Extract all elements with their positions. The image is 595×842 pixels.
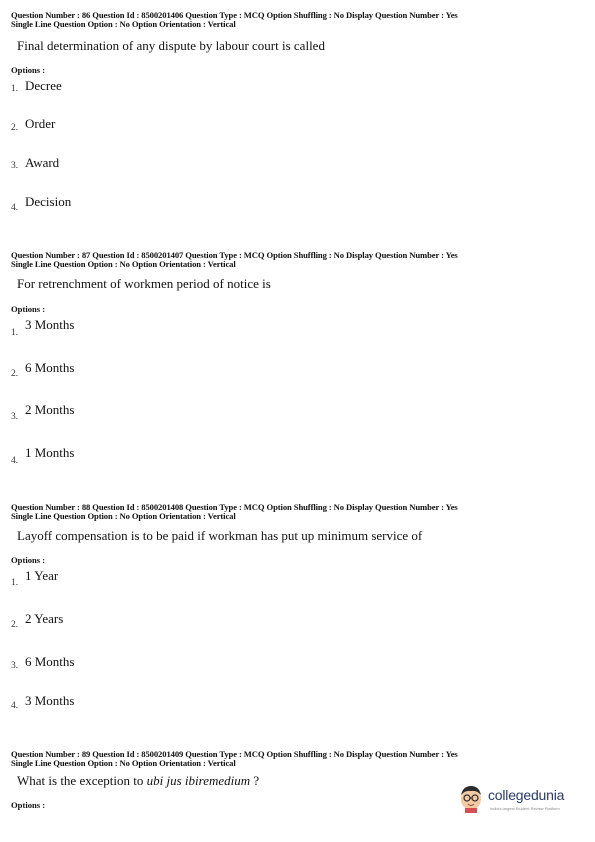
question-text-part: ? (250, 773, 260, 788)
option-text: 3 Months (25, 317, 75, 332)
option-number: 3. (11, 661, 19, 671)
option-number: 3. (11, 161, 19, 171)
option-text: 2 Months (25, 402, 75, 417)
option-text: Award (25, 155, 60, 170)
option-number: 2. (11, 369, 19, 379)
option-number: 1. (11, 578, 19, 588)
option-number: 2. (11, 123, 19, 133)
question-meta-line: Single Line Question Option : No Option Orientation : Vertical (11, 511, 236, 521)
question-meta (11, 503, 586, 521)
question-text-part: What is the exception to (17, 773, 147, 788)
question-text: Final determination of any dispute by labour court is called (17, 38, 325, 53)
option-number: 3. (11, 412, 19, 422)
question-meta-line: Single Line Question Option : No Option Orientation : Vertical (11, 758, 236, 768)
option-number: 1. (11, 328, 19, 338)
question-text: For retrenchment of workmen period of notice is (17, 276, 271, 291)
question-meta-line: Single Line Question Option : No Option Orientation : Vertical (11, 19, 236, 29)
options-label: Options : (11, 65, 46, 75)
collegedunia-watermark (457, 783, 587, 821)
option-text: 1 Year (25, 568, 59, 583)
question-text: Layoff compensation is to be paid if workman has put up minimum service of (17, 528, 423, 543)
question-meta (11, 11, 586, 29)
question-meta-line: Question Number : 88 Question Id : 8500201408 Question Type : MCQ Option Shuffling : No Display Question Number : Yes (11, 502, 458, 512)
question-meta (11, 750, 586, 768)
option-number: 4. (11, 203, 19, 213)
option-text: Decision (25, 194, 72, 209)
option-text: Order (25, 116, 56, 131)
question-meta-line: Question Number : 89 Question Id : 8500201409 Question Type : MCQ Option Shuffling : No Display Question Number : Yes (11, 749, 458, 759)
question-meta-line: Single Line Question Option : No Option Orientation : Vertical (11, 259, 236, 269)
options-label: Options : (11, 555, 46, 565)
student-face-icon (457, 783, 485, 813)
options-label: Options : (11, 304, 46, 314)
option-text: 2 Years (25, 611, 64, 626)
option-text: Decree (25, 78, 62, 93)
option-text: 1 Months (25, 445, 75, 460)
options-label: Options : (11, 800, 46, 810)
question-meta-line: Question Number : 87 Question Id : 8500201407 Question Type : MCQ Option Shuffling : No Display Question Number : Yes (11, 250, 458, 260)
question-meta-line: Question Number : 86 Question Id : 8500201406 Question Type : MCQ Option Shuffling : No Display Question Number : Yes (11, 10, 458, 20)
option-number: 1. (11, 84, 19, 94)
question-text-italic: ubi jus ibiremedium (146, 773, 251, 788)
option-text: 3 Months (25, 693, 75, 708)
question-text (17, 773, 259, 789)
option-number: 2. (11, 620, 19, 630)
option-text: 6 Months (25, 360, 75, 375)
brand-tagline: India's largest Student Review Platform (490, 806, 560, 811)
brand-name: collegedunia (488, 787, 565, 803)
option-number: 4. (11, 456, 19, 466)
option-number: 4. (11, 701, 19, 711)
option-text: 6 Months (25, 654, 75, 669)
question-meta (11, 251, 586, 269)
